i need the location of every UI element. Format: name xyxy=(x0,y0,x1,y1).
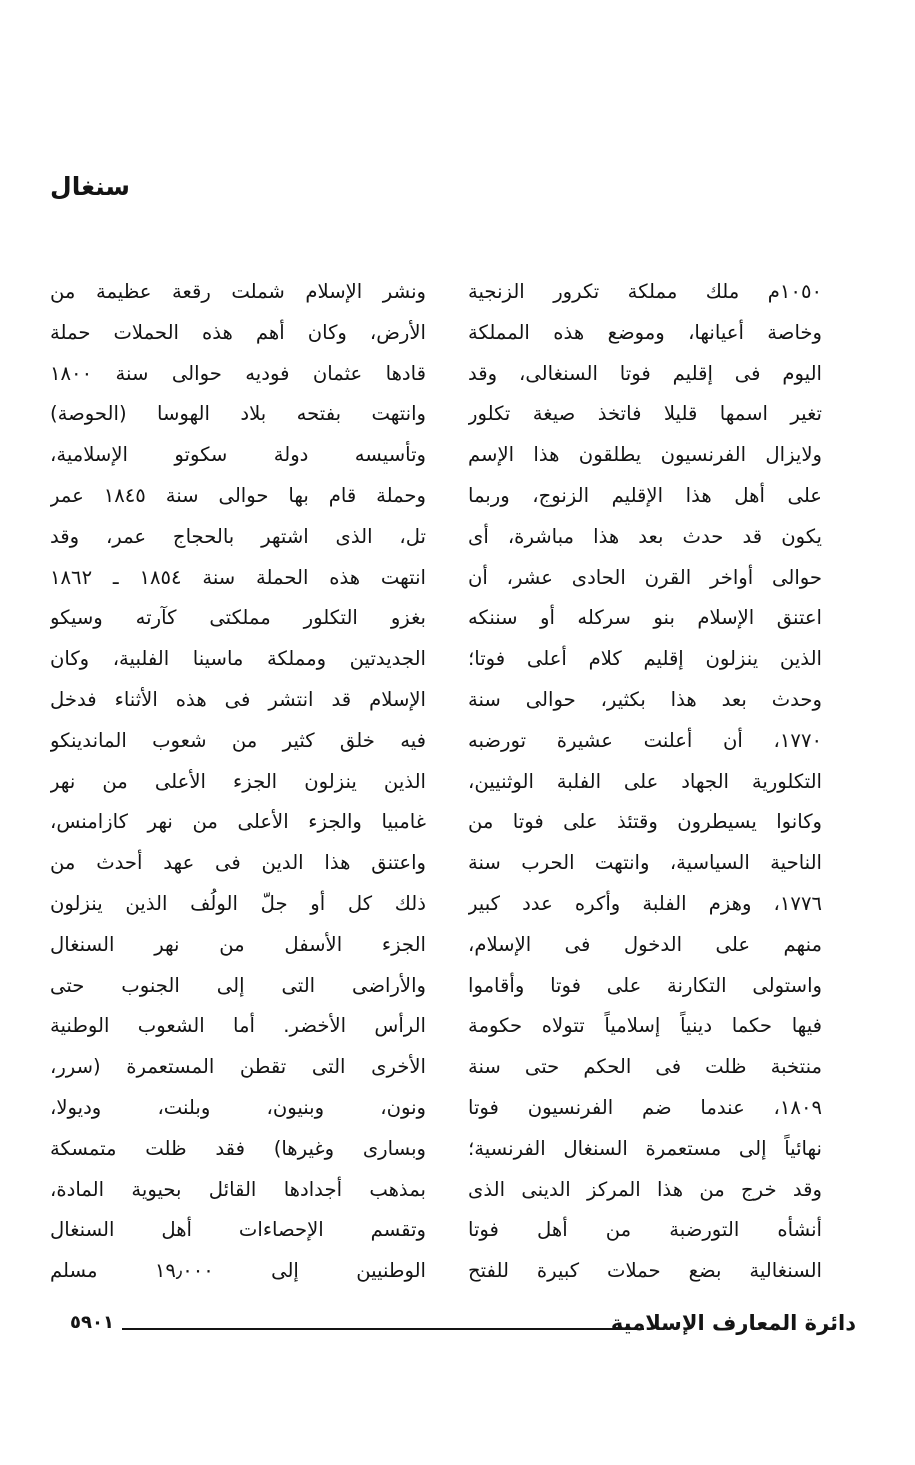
text-line: نهائياً إلى مستعمرة السنغال الفرنسية؛ xyxy=(468,1136,822,1160)
text-line: أنشأه التورضبة من أهل فوتا xyxy=(468,1218,822,1242)
text-line: واستولى التكارنة على فوتا وأقاموا xyxy=(468,973,822,997)
page-footer xyxy=(50,1306,856,1340)
text-line: منهم على الدخول فى الإسلام، xyxy=(468,932,822,956)
text-line: وبسارى وغيرها) فقد ظلت متمسكة xyxy=(50,1136,426,1160)
text-line: الناحية السياسية، وانتهت الحرب سنة xyxy=(468,851,822,875)
text-line: تل، الذى اشتهر بالحجاج عمر، وقد xyxy=(50,524,426,548)
page-number: ٥٩٠١ xyxy=(70,1312,114,1333)
text-line: ذلك كل أو جلّ الولُف الذين ينزلون xyxy=(50,891,426,915)
text-line: الأخرى التى تقطن المستعمرة (سرر، xyxy=(50,1055,426,1079)
text-line: وخاصة أعيانها، وموضع هذه المملكة xyxy=(468,320,822,344)
text-line: واعتنق هذا الدين فى عهد أحدث من xyxy=(50,851,426,875)
right-column xyxy=(468,272,822,1292)
text-line: انتهت هذه الحملة سنة ١٨٥٤ ـ ١٨٦٢ xyxy=(50,565,426,589)
text-line: الذين ينزلون الجزء الأعلى من نهر xyxy=(50,769,426,793)
text-line: الجزء الأسفل من نهر السنغال xyxy=(50,932,426,956)
text-line: يكون قد حدث بعد هذا مباشرة، أى xyxy=(468,524,822,548)
text-line: وانتهت بفتحه بلاد الهوسا (الحوصة) xyxy=(50,402,426,426)
text-line: ونشر الإسلام شملت رقعة عظيمة من xyxy=(50,280,426,303)
text-line: ١٨٠٩، عندما ضم الفرنسيون فوتا xyxy=(468,1095,822,1119)
text-line: ونون، وبنيون، وبلنت، وديولا، xyxy=(50,1095,426,1119)
left-column xyxy=(50,272,426,1292)
page-title: سنغال xyxy=(50,172,130,201)
text-line: وحدث بعد هذا بكثير، حوالى سنة xyxy=(468,687,822,711)
text-line: غامبيا والجزء الأعلى من نهر كازامنس، xyxy=(50,810,426,834)
text-line: التكلورية الجهاد على الفلبة الوثنيين، xyxy=(468,769,822,793)
text-line: الذين ينزلون إقليم كلام أعلى فوتا؛ xyxy=(468,647,822,671)
text-line: ١٧٧٦، وهزم الفلبة وأكره عدد كبير xyxy=(468,891,822,915)
footer-divider xyxy=(122,1328,644,1330)
text-line: والأراضى التى إلى الجنوب حتى xyxy=(50,973,426,997)
text-line: منتخبة ظلت فى الحكم حتى سنة xyxy=(468,1055,822,1079)
text-line: وتأسيسه دولة سكوتو الإسلامية، xyxy=(50,443,426,467)
text-line: فيها حكما دينياً إسلامياً تتولاه حكومة xyxy=(468,1014,822,1038)
text-line: وكانوا يسيطرون وقتئذ على فوتا من xyxy=(468,810,822,834)
footer-title: دائرة المعارف الإسلامية xyxy=(610,1311,856,1335)
text-line: الوطنيين إلى ١٩٫٠٠٠ مسلم xyxy=(50,1259,426,1283)
text-line: الجديدتين ومملكة ماسينا الفلبية، وكان xyxy=(50,647,426,671)
text-line: ١٠٥٠م ملك مملكة تكرور الزنجية xyxy=(468,280,822,303)
text-line: وتقسم الإحصاءات أهل السنغال xyxy=(50,1218,426,1242)
text-line: السنغالية بضع حملات كبيرة للفتح xyxy=(468,1259,822,1283)
text-line: قادها عثمان فوديه حوالى سنة ١٨٠٠ xyxy=(50,361,426,385)
text-line: على أهل هذا الإقليم الزنوج، وربما xyxy=(468,483,822,507)
text-line: الرأس الأخضر. أما الشعوب الوطنية xyxy=(50,1014,426,1038)
text-line: الإسلام قد انتشر فى هذه الأثناء فدخل xyxy=(50,687,426,711)
text-line: ١٧٧٠، أن أعلنت عشيرة تورضبه xyxy=(468,728,822,752)
text-line: اعتنق الإسلام بنو سركله أو سننكه xyxy=(468,606,822,630)
text-line: حوالى أواخر القرن الحادى عشر، أن xyxy=(468,565,822,589)
text-line: بمذهب أجدادها القائل بحيوية المادة، xyxy=(50,1177,426,1201)
text-line: تغير اسمها قليلا فاتخذ صيغة تكلور xyxy=(468,402,822,426)
text-line: بغزو التكلور مملكتى كآرته وسيكو xyxy=(50,606,426,630)
text-line: اليوم فى إقليم فوتا السنغالى، وقد xyxy=(468,361,822,385)
text-line: فيه خلق كثير من شعوب الماندينكو xyxy=(50,728,426,752)
text-line: وحملة قام بها حوالى سنة ١٨٤٥ عمر xyxy=(50,483,426,507)
text-line: وقد خرج من هذا المركز الدينى الذى xyxy=(468,1177,822,1201)
text-line: ولايزال الفرنسيون يطلقون هذا الإسم xyxy=(468,443,822,467)
text-line: الأرض، وكان أهم هذه الحملات حملة xyxy=(50,320,426,344)
